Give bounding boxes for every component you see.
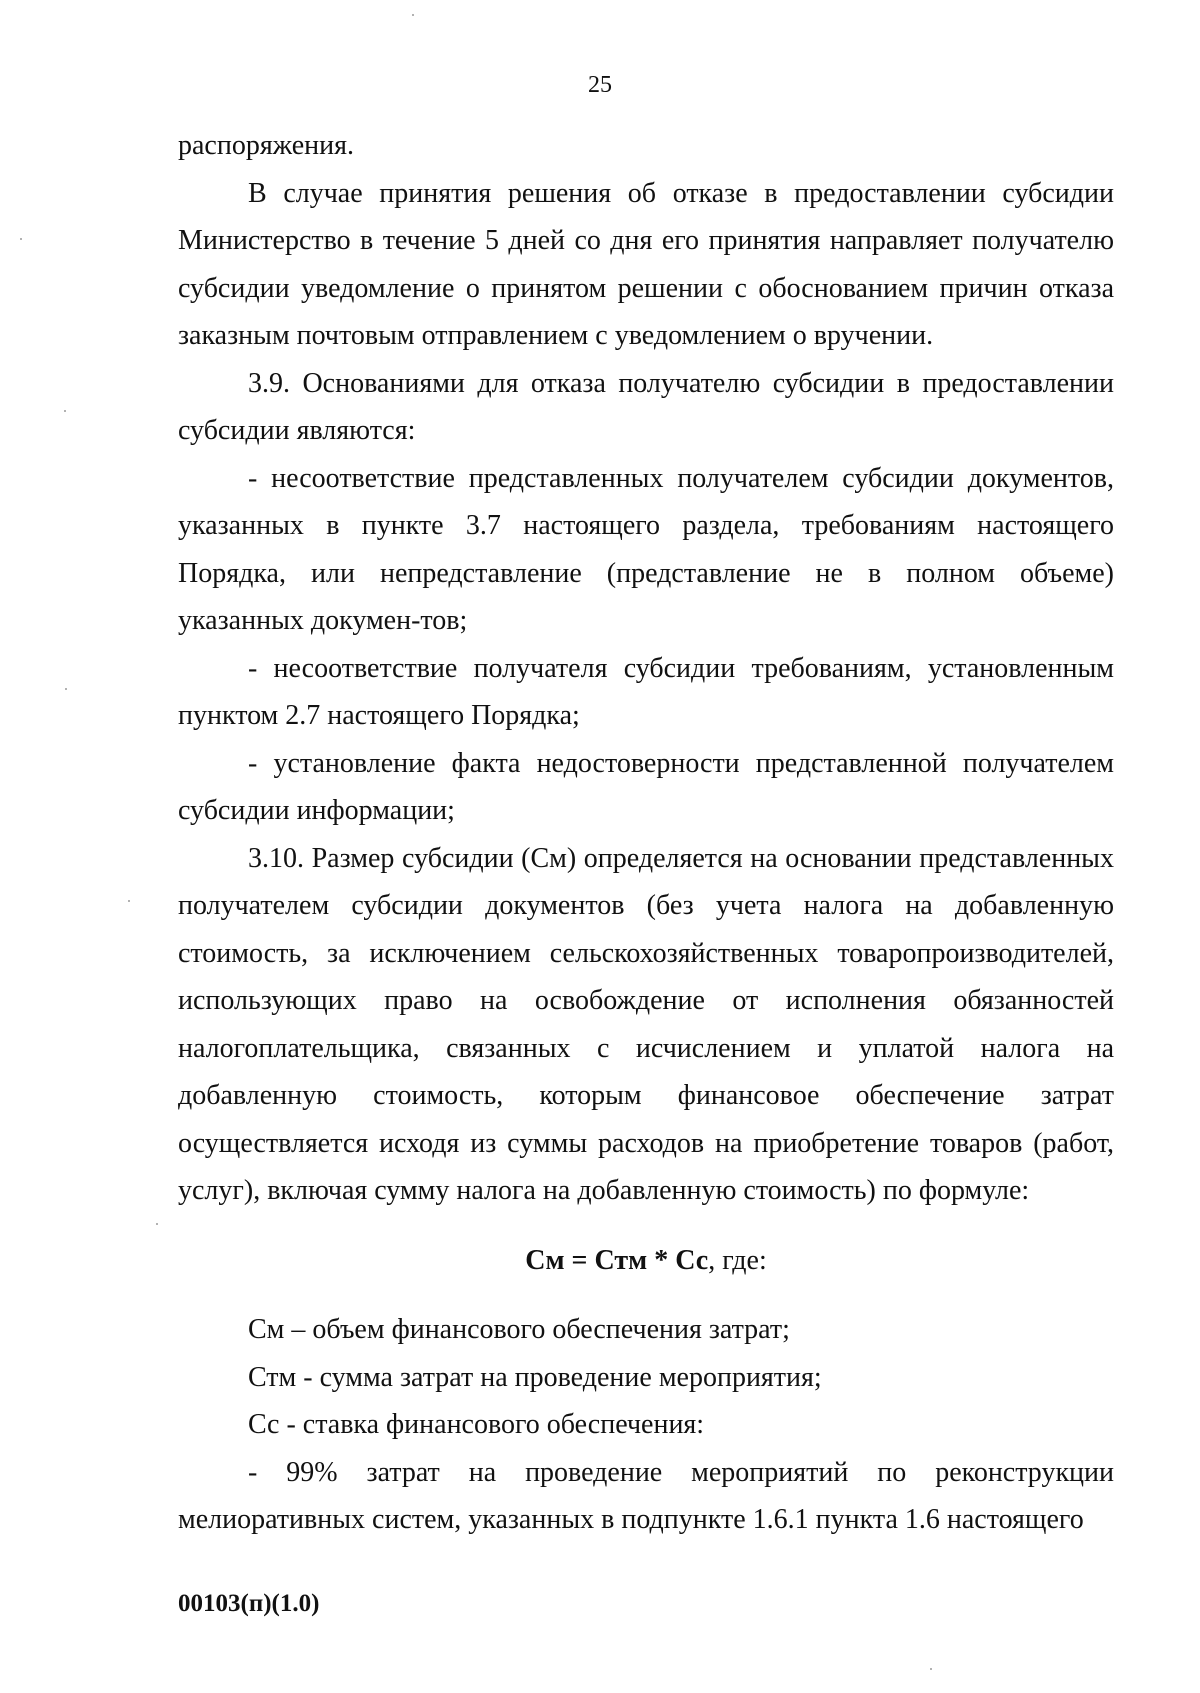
scan-speck [156, 1223, 158, 1225]
document-body [178, 122, 1114, 1544]
formula-suffix: , где: [708, 1244, 767, 1276]
formula-expression: См = Стм * Сс [525, 1244, 709, 1276]
list-item-recipient-mismatch: - несоответствие получателя субсидии требованиям, установленным пунктом 2.7 настоящего Порядка; [178, 652, 1114, 731]
definition-rate-99: - 99% затрат на проведение мероприятий по реконструкции мелиоративных систем, указанных в подпункте 1.6.1 пункта 1.6 настоящего [178, 1456, 1114, 1535]
scan-speck [64, 410, 66, 412]
scan-speck [20, 238, 22, 240]
scan-speck [412, 14, 414, 16]
list-item-false-information: - установление факта недостоверности представленной получателем субсидии информации; [178, 747, 1114, 826]
list-item-documents-mismatch: - несоответствие представленных получателем субсидии документов, указанных в пункте 3.7 настоящего раздела, требованиям настоящего Порядка, или непредставление (представление не в полном объеме) указанных докумен-тов; [178, 462, 1114, 636]
paragraph-continuation: распоряжения. [178, 130, 354, 161]
scan-speck [65, 688, 67, 690]
formula [178, 1237, 1114, 1285]
paragraph-3-9: 3.9. Основаниями для отказа получателю субсидии в предоставлении субсидии являются: [178, 367, 1114, 446]
scan-speck [930, 1668, 932, 1670]
scan-speck [128, 900, 130, 902]
paragraph-3-10: 3.10. Размер субсидии (См) определяется на основании представленных получателем субсидии документов (без учета налога на добавленную стоимость, за исключением сельскохозяйственных товаропроизводителей, использующих право на освобождение от исполнения обязанностей налогоплательщика, связанных с исчислением и уплатой налога на добавленную стоимость, которым финансовое обеспечение затрат осуществляется исходя из суммы расходов на приобретение товаров (работ, услуг), включая сумму налога на добавленную стоимость) по формуле: [178, 842, 1114, 1206]
page-number: 25 [588, 72, 612, 98]
definition-sm: См – объем финансового обеспечения затрат; [248, 1314, 790, 1345]
definition-ss: Сс - ставка финансового обеспечения: [248, 1409, 705, 1440]
definition-stm: Стм - сумма затрат на проведение мероприятия; [248, 1361, 822, 1393]
paragraph-refusal-notice: В случае принятия решения об отказе в предоставлении субсидии Министерство в течение 5 дней со дня его принятия направляет получателю субсидии уведомление о принятом решении с обоснованием причин отказа заказным почтовым отправлением с уведомлением о вручении. [178, 177, 1114, 351]
document-code: 00103(п)(1.0) [178, 1590, 320, 1617]
